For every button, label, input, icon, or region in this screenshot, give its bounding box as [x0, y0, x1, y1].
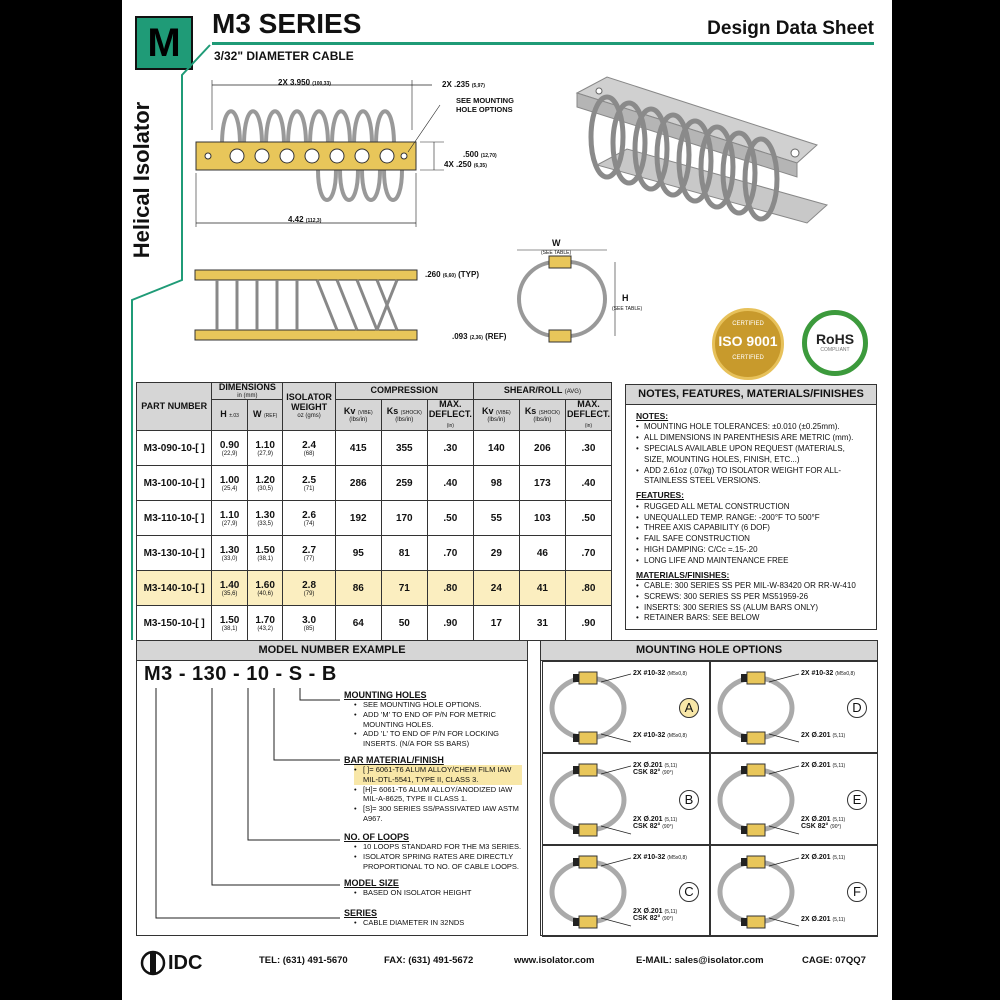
iso-9001-badge: CERTIFIED ISO 9001 CERTIFIED — [712, 308, 784, 380]
option-bottom-label: 2X Ø.201 (5,11) — [801, 732, 846, 739]
dim-500: .500 (12,70) — [463, 150, 497, 159]
col-shear-kv: Kv (VIBE) (lbs/in) — [473, 400, 519, 431]
footer-email[interactable]: E-MAIL: sales@isolator.com — [636, 955, 764, 966]
table-row: M3-150-10-[ ] 1.50 (38,1) 1.70 (43,2) 3.0 (85) 64 50 .90 17 31 .90 — [137, 606, 612, 641]
mounting-option-f — [710, 845, 878, 937]
option-letter: E — [847, 790, 867, 810]
mounting-holes-block: MOUNTING HOLES • SEE MOUNTING HOLE OPTIONS. • ADD 'M' TO END OF P/N FOR METRIC MOUNTING HOLES. • ADD 'L' TO END OF P/N FOR LOCKING INSERTS. (N/A FOR SS BARS) — [344, 690, 522, 749]
table-row: M3-130-10-[ ] 1.30 (33,0) 1.50 (38,1) 2.7 (77) 95 81 .70 29 46 .70 — [137, 536, 612, 571]
footer-cage: CAGE: 07QQ7 — [802, 955, 866, 966]
series-block: SERIES • CABLE DIAMETER IN 32NDS — [344, 908, 522, 928]
col-weight: ISOLATOR WEIGHT oz (gms) — [283, 383, 335, 431]
dim-442: 4.42 (112,3) — [288, 215, 322, 224]
option-bottom-label: 2X #10-32 (M5x0,8) — [633, 732, 687, 739]
option-top-label: 2X #10-32 (M5x0,8) — [633, 854, 687, 861]
table-row: M3-090-10-[ ] 0.90 (22,9) 1.10 (27,9) 2.4 (68) 415 355 .30 140 206 .30 — [137, 431, 612, 466]
option-bottom-label: 2X Ø.201 (5,11) CSK 82° (90°) — [633, 908, 678, 922]
materials-heading: MATERIALS/FINISHES: — [636, 569, 730, 580]
idc-logo: IDC — [140, 950, 208, 976]
page-subtitle: 3/32" DIAMETER CABLE — [214, 49, 354, 63]
option-top-label: 2X Ø.201 (5,11) — [801, 854, 846, 861]
side-view-drawing — [187, 262, 437, 352]
col-comp-ks: Ks (SHOCK) (lbs/in) — [381, 400, 427, 431]
mounting-option-a — [542, 661, 710, 753]
loop-icon — [543, 846, 633, 938]
table-row: M3-110-10-[ ] 1.10 (27,9) 1.30 (33,5) 2.6 (74) 192 170 .50 55 103 .50 — [137, 501, 612, 536]
loops-block: NO. OF LOOPS • 10 LOOPS STANDARD FOR THE M3 SERIES. • ISOLATOR SPRING RATES ARE DIRECTLY PROPORTIONAL TO NO. OF CABLE LOOPS. — [344, 832, 522, 871]
option-letter: A — [679, 698, 699, 718]
materials-list: • CABLE: 300 SERIES SS PER MIL-W-83420 OR RR-W-410 • SCREWS: 300 SERIES SS PER MS51959-26 • INSERTS: 300 SERIES SS (ALUM BARS ONLY) • RETAINER BARS: SEE BELOW — [636, 581, 866, 624]
bar-material-block: BAR MATERIAL/FINISH • [ ]= 6061-T6 ALUM ALLOY/CHEM FILM IAW MIL-DTL-5541, TYPE II, CLASS 3. • [H]= 6061-T6 ALUM ALLOY/ANODIZED IAW MIL-A-8625, TYPE II CLASS 1. • [S]= 300 SERIES SS/PASSIVATED IAW ASTM A967. — [344, 755, 522, 824]
dim-2x3950: 2X 3.950 (100,33) — [278, 78, 331, 87]
w-note: (SEE TABLE) — [541, 250, 572, 256]
col-shear-deflect: MAX. DEFLECT. (in) — [566, 399, 610, 430]
option-top-label: 2X #10-32 (M5x0,8) — [801, 670, 855, 677]
w-label: W — [552, 238, 561, 248]
loop-icon — [711, 846, 801, 938]
page-title: M3 SERIES — [212, 8, 362, 39]
option-letter: B — [679, 790, 699, 810]
doc-type: Design Data Sheet — [707, 18, 874, 39]
col-shear-ks: Ks (SHOCK) (lbs/in) — [519, 400, 565, 431]
datasheet-page — [122, 0, 892, 1000]
table-row-highlighted: M3-140-10-[ ] 1.40 (35,6) 1.60 (40,6) 2.8 (79) 86 71 .80 24 41 .80 — [137, 571, 612, 606]
mounting-option-c — [542, 845, 710, 937]
model-number-title: MODEL NUMBER EXAMPLE — [137, 641, 527, 661]
col-dimensions: DIMENSIONS in (mm) — [212, 383, 283, 400]
features-list: • RUGGED ALL METAL CONSTRUCTION • UNEQUALLED TEMP. RANGE: -200°F TO 500°F • THREE AXIS CAPABILITY (6 DOF) • FAIL SAFE CONSTRUCTION • HIGH DAMPING: C/Cc =.15-.20 • LONG LIFE AND MAINTENANCE FREE — [636, 502, 866, 567]
col-compression: COMPRESSION — [335, 383, 473, 400]
idc-logo-icon — [140, 950, 170, 976]
rohs-badge: RoHS COMPLIANT — [802, 310, 868, 376]
option-top-label: 2X Ø.201 (5,11) — [801, 762, 846, 769]
footer-web[interactable]: www.isolator.com — [514, 955, 595, 966]
spec-table — [136, 382, 612, 641]
col-h: H ±.03 — [212, 400, 248, 431]
mounting-option-b — [542, 753, 710, 845]
loop-icon — [711, 662, 801, 754]
col-w: W (REF) — [247, 400, 283, 431]
option-bottom-label: 2X Ø.201 (5,11) CSK 82° (90°) — [801, 816, 846, 830]
model-leader-lines — [136, 640, 356, 936]
isolator-3d-image — [567, 65, 837, 230]
notes-panel — [625, 384, 877, 630]
mounting-options-panel — [540, 640, 878, 936]
mounting-option-d — [710, 661, 878, 753]
mounting-option-e — [710, 753, 878, 845]
col-comp-kv: Kv (VIBE) (lbs/in) — [335, 400, 381, 431]
h-note: (SEE TABLE) — [612, 306, 643, 312]
option-top-label: 2X Ø.201 (5,11) CSK 82° (90°) — [633, 762, 678, 776]
dim-260: .260 (6,60) (TYP) — [425, 270, 479, 279]
end-view-drawing — [507, 240, 637, 355]
dim-093: .093 (2,36) (REF) — [452, 332, 507, 341]
model-size-block: MODEL SIZE • BASED ON ISOLATOR HEIGHT — [344, 878, 522, 898]
model-number-example: M3 - 130 - 10 - S - B — [144, 663, 337, 685]
option-bottom-label: 2X Ø.201 (5,11) — [801, 916, 846, 923]
notes-heading: NOTES: — [636, 411, 669, 421]
notes-panel-title: NOTES, FEATURES, MATERIALS/FINISHES — [626, 385, 876, 405]
option-letter: F — [847, 882, 867, 902]
table-row: M3-100-10-[ ] 1.00 (25,4) 1.20 (30,5) 2.5 (71) 286 259 .40 98 173 .40 — [137, 466, 612, 501]
mounting-options-title: MOUNTING HOLE OPTIONS — [541, 641, 877, 661]
series-letter: M — [147, 20, 181, 65]
option-bottom-label: 2X Ø.201 (5,11) CSK 82° (90°) — [633, 816, 678, 830]
see-mounting-note: SEE MOUNTING HOLE OPTIONS — [456, 96, 514, 114]
dim-2x235: 2X .235 (5,97) — [442, 80, 485, 89]
col-part: PART NUMBER — [137, 383, 212, 431]
option-letter: C — [679, 882, 699, 902]
header-rule — [212, 42, 874, 45]
notes-list: • MOUNTING HOLE TOLERANCES: ±0.010 (±0.25mm). • ALL DIMENSIONS IN PARENTHESIS ARE METRIC (mm). • SPECIALS AVAILABLE UPON REQUEST (MATERIALS, SIZE, MOUNTING HOLES, FINISH, ETC...) • ADD 2.61oz (.07kg) TO ISOLATOR WEIGHT FOR ALL-STAINLESS STEEL VERSIONS. — [636, 422, 866, 487]
footer-fax: FAX: (631) 491-5672 — [384, 955, 474, 966]
sidebar-label: Helical Isolator — [129, 101, 154, 259]
h-label: H — [622, 293, 629, 303]
loop-icon — [543, 754, 633, 846]
col-shear: SHEAR/ROLL (AVG) — [473, 383, 611, 400]
footer-tel: TEL: (631) 491-5670 — [259, 955, 348, 966]
loop-icon — [543, 662, 633, 754]
loop-icon — [711, 754, 801, 846]
dim-4x250: 4X .250 (6,35) — [444, 160, 487, 169]
col-comp-deflect: MAX. DEFLECT. (in) — [428, 399, 472, 430]
option-top-label: 2X #10-32 (M5x0,8) — [633, 670, 687, 677]
option-letter: D — [847, 698, 867, 718]
features-heading: FEATURES: — [636, 490, 685, 501]
